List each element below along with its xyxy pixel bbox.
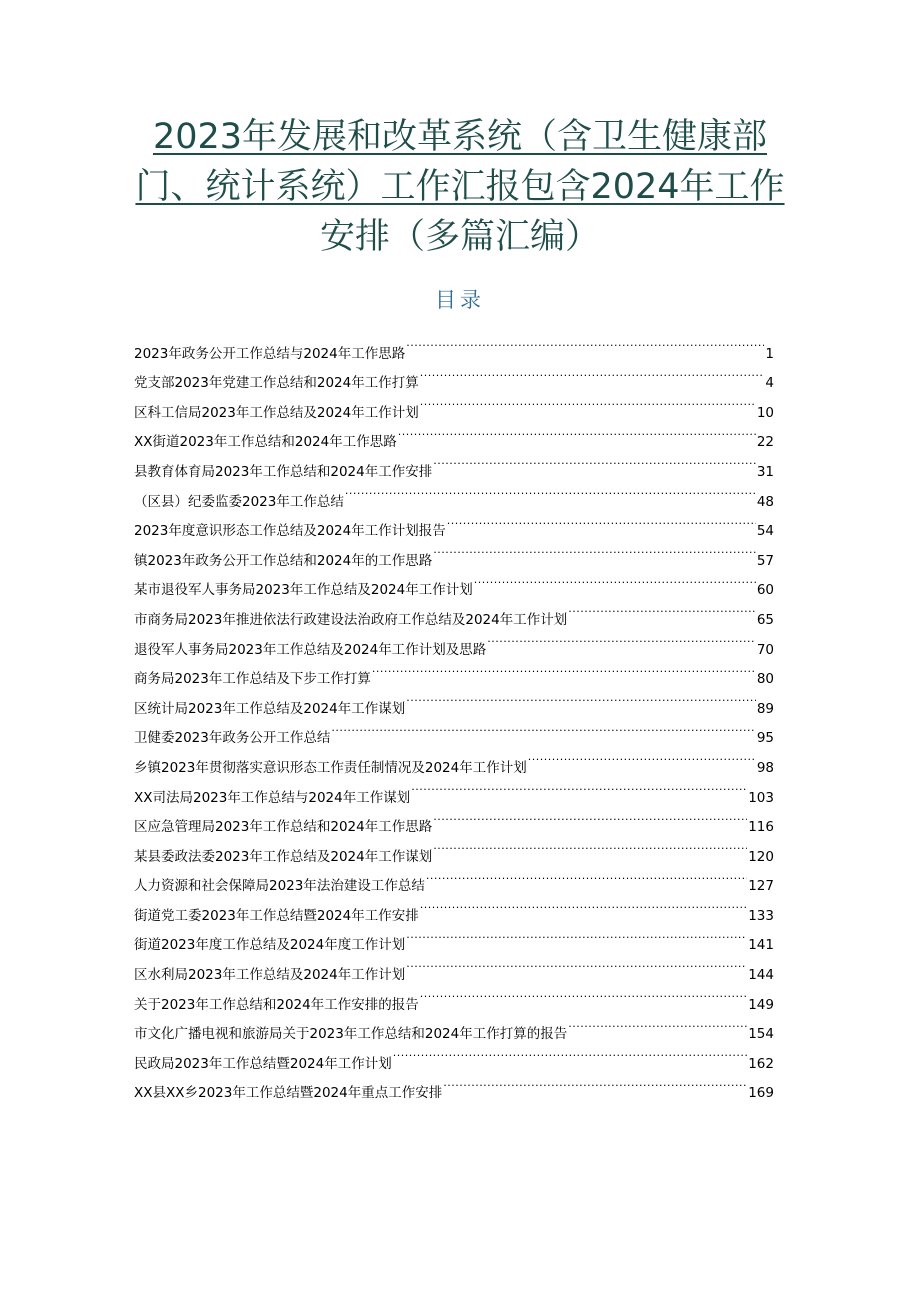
toc-entry-page: 162 xyxy=(748,1055,774,1072)
toc-dot-leader xyxy=(433,831,747,861)
toc-entry-page: 65 xyxy=(756,611,774,628)
toc-entry-page: 89 xyxy=(756,700,774,717)
title-line-1-text: 2023年发展和改革系统（含卫生健康部 xyxy=(152,117,768,157)
toc-entry-page: 120 xyxy=(748,848,774,865)
toc-dot-leader xyxy=(406,920,747,950)
toc-entry-title: 某县委政法委2023年工作总结及2024年工作谋划 xyxy=(134,848,433,865)
toc-dot-leader xyxy=(420,890,748,920)
toc-dot-leader xyxy=(433,446,756,476)
toc-entry-title: 党支部2023年党建工作总结和2024年工作打算 xyxy=(134,375,419,392)
toc-dot-leader xyxy=(443,1068,747,1098)
toc-entry-title: （区县）纪委监委2023年工作总结 xyxy=(134,493,344,510)
toc-dot-leader xyxy=(398,417,756,447)
toc-dot-leader xyxy=(331,713,755,743)
toc-entry-page: 144 xyxy=(748,967,774,984)
toc-dot-leader xyxy=(433,802,747,832)
toc-entry-title: 街道2023年度工作总结及2024年度工作计划 xyxy=(134,937,406,954)
toc-entry-title: 卫健委2023年政务公开工作总结 xyxy=(134,730,331,747)
toc-entry-title: 区水利局2023年工作总结及2024年工作计划 xyxy=(134,967,406,984)
toc-dot-leader xyxy=(487,624,756,654)
toc-entry-title: 镇2023年政务公开工作总结和2024年的工作思路 xyxy=(134,552,433,569)
toc-entry-page: 116 xyxy=(748,819,774,836)
toc-entry-title: 2023年政务公开工作总结与2024年工作思路 xyxy=(134,345,406,362)
toc-dot-leader xyxy=(568,1009,747,1039)
title-line-3-text: 安排（多篇汇编） xyxy=(319,217,600,257)
toc-entry-page: 103 xyxy=(748,789,774,806)
toc-dot-leader xyxy=(426,861,747,891)
toc-entry-title: XX县XX乡2023年工作总结暨2024年重点工作安排 xyxy=(134,1085,443,1102)
toc-entry-title: 人力资源和社会保障局2023年法治建设工作总结 xyxy=(134,878,425,895)
toc-dot-leader xyxy=(568,594,756,624)
toc-entry-title: 区统计局2023年工作总结及2024年工作谋划 xyxy=(134,700,406,717)
toc-entry-title: 市商务局2023年推进依法行政建设法治政府工作总结及2024年工作计划 xyxy=(134,611,568,628)
toc-entry-page: 60 xyxy=(756,582,774,599)
toc-entry-title: 某市退役军人事务局2023年工作总结及2024年工作计划 xyxy=(134,582,473,599)
toc-entry-page: 169 xyxy=(748,1085,774,1102)
toc-dot-leader xyxy=(345,476,756,506)
toc-heading: 目录 xyxy=(435,288,485,312)
toc-entry-page: 10 xyxy=(756,404,774,421)
toc-dot-leader xyxy=(474,565,756,595)
title-line-2 xyxy=(120,162,800,212)
toc-dot-leader xyxy=(433,535,756,565)
title-line-2-text: 门、统计系统）工作汇报包含2024年工作 xyxy=(135,167,785,207)
toc-entry-page: 57 xyxy=(756,552,774,569)
toc-entry-page: 98 xyxy=(756,759,774,776)
toc-dot-leader xyxy=(420,358,765,388)
toc-entry-title: 县教育体育局2023年工作总结和2024年工作安排 xyxy=(134,463,433,480)
toc-entry-page: 141 xyxy=(748,937,774,954)
toc-entry-page: 1 xyxy=(765,345,774,362)
toc-dot-leader xyxy=(411,772,747,802)
toc-entry-page: 127 xyxy=(748,878,774,895)
toc-entry-title: XX司法局2023年工作总结与2024年工作谋划 xyxy=(134,789,411,806)
toc-entry-title: 乡镇2023年贯彻落实意识形态工作责任制情况及2024年工作计划 xyxy=(134,759,527,776)
document-title xyxy=(120,112,800,262)
title-line-1 xyxy=(120,112,800,162)
toc-dot-leader xyxy=(372,654,756,684)
toc-entry-title: 退役军人事务局2023年工作总结及2024年工作计划及思路 xyxy=(134,641,487,658)
toc-entry-page: 95 xyxy=(756,730,774,747)
toc-entry-title: 区应急管理局2023年工作总结和2024年工作思路 xyxy=(134,819,433,836)
toc-entry-page: 31 xyxy=(756,463,774,480)
table-of-contents xyxy=(134,328,774,1102)
toc-entry-title: 区科工信局2023年工作总结及2024年工作计划 xyxy=(134,404,419,421)
toc-entry-title: 市文化广播电视和旅游局关于2023年工作总结和2024年工作打算的报告 xyxy=(134,1026,568,1043)
toc-entry-page: 154 xyxy=(748,1026,774,1043)
toc-entry-title: 商务局2023年工作总结及下步工作打算 xyxy=(134,671,371,688)
toc-dot-leader xyxy=(406,949,747,979)
toc-dot-leader xyxy=(406,328,764,358)
toc-entry-page: 4 xyxy=(765,375,774,392)
title-line-3 xyxy=(120,212,800,262)
toc-entry-title: XX街道2023年工作总结和2024年工作思路 xyxy=(134,434,397,451)
toc-entry-page: 54 xyxy=(756,523,774,540)
toc-dot-leader xyxy=(420,979,748,1009)
toc-entry-page: 48 xyxy=(756,493,774,510)
toc-entry-title: 民政局2023年工作总结暨2024年工作计划 xyxy=(134,1055,392,1072)
toc-dot-leader xyxy=(528,742,756,772)
toc-dot-leader xyxy=(420,387,756,417)
toc-entry-title: 2023年度意识形态工作总结及2024年工作计划报告 xyxy=(134,523,446,540)
toc-entry-page: 149 xyxy=(748,996,774,1013)
toc-entry-page: 80 xyxy=(756,671,774,688)
toc-dot-leader xyxy=(447,506,756,536)
toc-entry-page: 22 xyxy=(756,434,774,451)
toc-entry-page: 133 xyxy=(748,907,774,924)
toc-dot-leader xyxy=(406,683,756,713)
toc-entry[interactable] xyxy=(134,328,774,362)
toc-entry-title: 关于2023年工作总结和2024年工作安排的报告 xyxy=(134,996,419,1013)
toc-entry-title: 街道党工委2023年工作总结暨2024年工作安排 xyxy=(134,907,419,924)
toc-entry-page: 70 xyxy=(756,641,774,658)
toc-dot-leader xyxy=(393,1038,748,1068)
